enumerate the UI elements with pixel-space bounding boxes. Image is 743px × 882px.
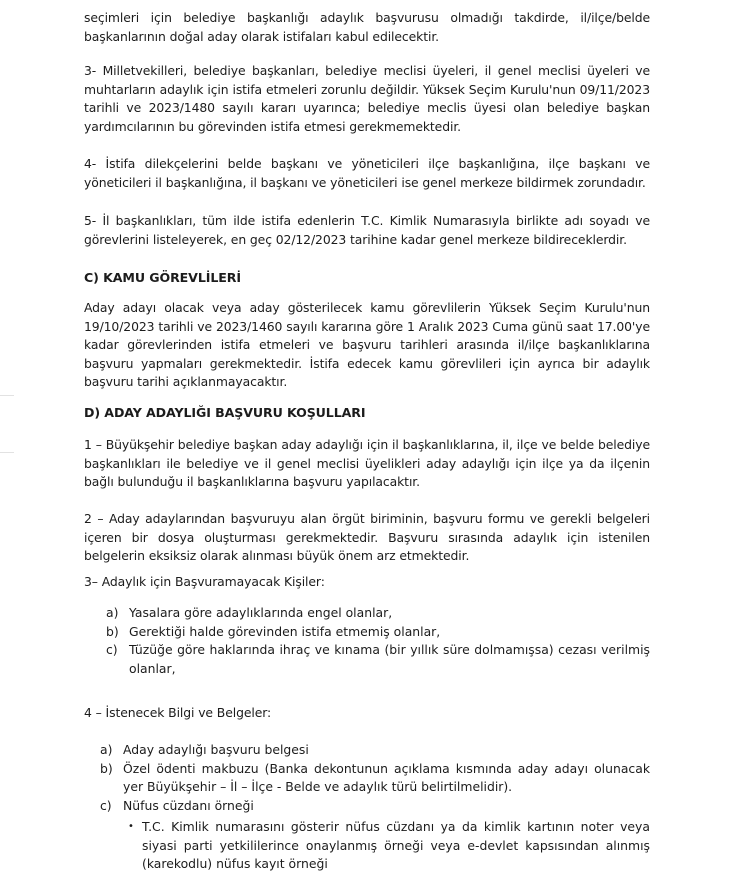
scan-artifact [0,452,14,453]
list-item-text: Aday adaylığı başvuru belgesi [123,742,309,757]
list-item [106,623,650,642]
paragraph-intro: seçimleri için belediye başkanlığı adaylık başvurusu olmadığı takdirde, il/ilçe/belde başkanlarının doğal aday olarak istifaları kabul edilecektir. [84,10,650,44]
list-item [100,760,650,797]
list-item-text: Gerektiği halde görevinden istifa etmemiş olanlar, [129,623,441,639]
list-marker: a) [106,605,119,620]
list-item-text: Yasalara göre adaylıklarında engel olanlar, [129,605,393,620]
bullet-marker: • [128,821,134,832]
section-d-item-4-title: 4 – İstenecek Bilgi ve Belgeler: [84,705,272,720]
list-marker: c) [106,642,118,658]
paragraph-5: 5- İl başkanlıkları, tüm ilde istifa edenlerin T.C. Kimlik Numarasıyla birlikte adı soyadı ve görevlerini listeleyerek, en geç 02/12/2023 tarihine kadar genel merkeze bildireceklerdir. [84,213,650,247]
id-document-sublist [124,818,650,874]
section-d-heading: D) ADAY ADAYLIĞI BAŞVURU KOŞULLARI [84,405,366,420]
section-d-item-1: 1 – Büyükşehir belediye başkan aday adaylığı için il başkanlıklarına, il, ilçe ve belde belediye başkanlıkları ile belediye ve il genel meclisi üyelikleri aday adaylığı için ilçe ya da ilçenin bağlı bulunduğu il başkanlıklarına başvuru yapılacaktır. [84,437,650,490]
paragraph-3: 3- Milletvekilleri, belediye başkanları, belediye meclisi üyeleri, il genel meclisi üyeleri ve muhtarların adaylık için istifa etmeleri zorunlu değildir. Yüksek Seçim Kurulu'nun 09/11/2023 tarihli ve 2023/1480 sayılı kararı uyarınca; belediye meclis üyesi olan belediye başkan yardımcılarının bu görevinden istifa etmesi gerekmemektedir. [84,63,650,134]
list-item [106,641,650,678]
list-item-text: Nüfus cüzdanı örneği [123,797,254,813]
ineligible-list [106,604,650,678]
section-d-item-3-title: 3– Adaylık için Başvuramayacak Kişiler: [84,574,325,589]
scan-artifact [0,395,14,396]
list-item [100,741,650,760]
list-item-text: Özel ödenti makbuzu (Banka dekontunun açıklama kısmında aday adayı olunacak yer Büyükşehir – İl – İlçe - Belde ve adaylık türü belirtilmelidir). [123,760,650,795]
list-marker: a) [100,742,113,757]
list-marker: b) [106,623,119,639]
section-c-heading: C) KAMU GÖREVLİLERİ [84,270,241,285]
list-item [106,604,650,623]
list-item-text: Tüzüğe göre haklarında ihraç ve kınama (bir yıllık süre dolmamışsa) cezası verilmiş olanlar, [129,642,650,676]
required-documents-list [100,741,650,815]
list-marker: b) [100,760,113,776]
section-c-text: Aday adayı olacak veya aday gösterilecek kamu görevlilerin Yüksek Seçim Kurulu'nun 19/10/2023 tarihli ve 2023/1460 sayılı kararına göre 1 Aralık 2023 Cuma günü saat 17.00'ye kadar görevlerinden istifa etmeleri ve başvuru tarihleri arasında il/ilçe başkanlıklarına başvuru yapmaları gerekmektedir. İstifa edecek kamu görevlileri için ayrıca bir adaylık başvuru tarihi açıklanmayacaktır. [84,300,650,390]
paragraph-4: 4- İstifa dilekçelerini belde başkanı ve yöneticileri ilçe başkanlığına, ilçe başkanı ve yöneticileri il başkanlığına, il başkanı ve yöneticileri ise genel merkeze bildirmek zorundadır. [84,156,650,190]
list-item [124,818,650,874]
list-marker: c) [100,797,112,813]
section-d-item-2: 2 – Aday adaylarından başvuruyu alan örgüt biriminin, başvuru formu ve gerekli belgeleri içeren bir dosya oluşturması gerekmektedir. Başvuru sırasında adaylık için istenilen belgelerin eksiksiz olarak alınması büyük önem arz etmektedir. [84,511,650,564]
list-item [100,797,650,816]
list-item-text: T.C. Kimlik numarasını gösterir nüfus cüzdanı ya da kimlik kartının noter veya siyasi parti yetkililerince onaylanmış örneği veya e-devlet kapsısından alınmış (karekodlu) nüfus kayıt örneği [142,819,650,872]
